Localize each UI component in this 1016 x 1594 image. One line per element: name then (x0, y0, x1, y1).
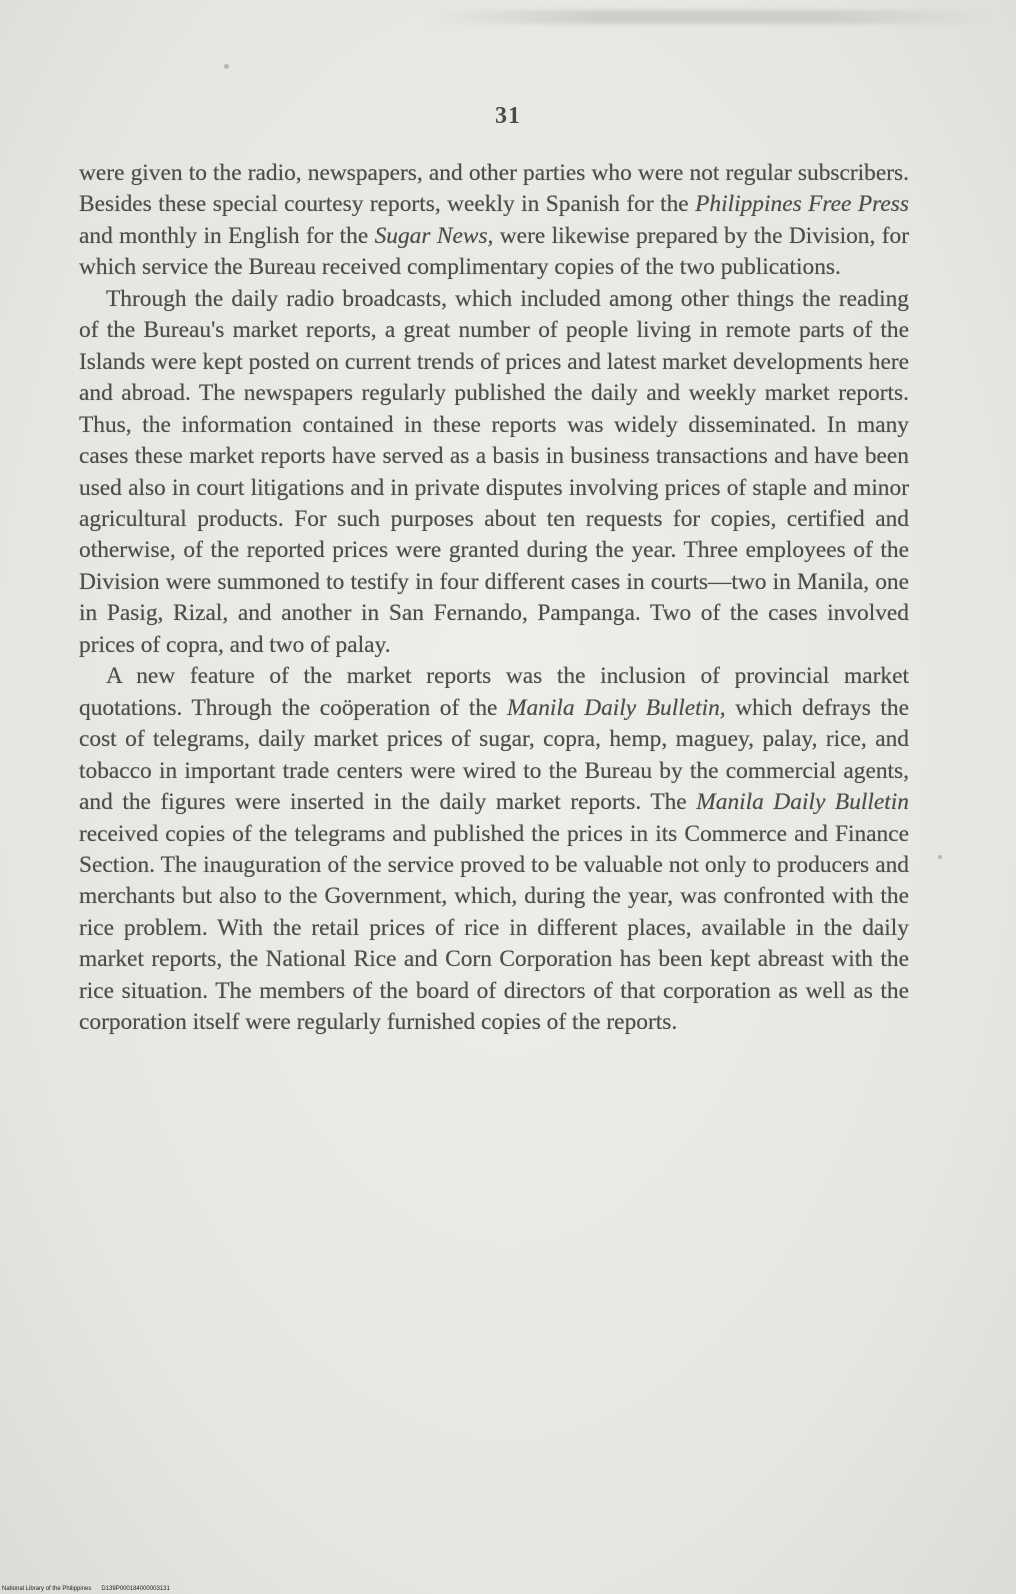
paragraph-3 (79, 661, 909, 1038)
publication-title: Sugar News, (374, 222, 494, 249)
scan-speck (938, 855, 942, 859)
paragraph-2 (79, 284, 909, 661)
scan-speck (224, 64, 229, 69)
text-run: which defrays the cost of telegrams, daily market prices of sugar, copra, hemp, maguey, palay, rice, and tobacco in important trade centers were wired to the Bureau by the commercial agents, and the figures were inserted in the daily market reports. The (79, 694, 909, 816)
scan-code: D139P000184000003131 (101, 1586, 170, 1592)
body-text (79, 158, 909, 1039)
publication-title: Manila Daily Bulletin (696, 789, 909, 816)
paragraph-1 (79, 158, 909, 284)
publication-title: Manila Daily Bulletin, (507, 694, 726, 721)
text-run: A new feature of the market reports was the inclusion of provincial market quotations. Through the coöperation of the (79, 663, 909, 721)
publication-title: Philippines Free Press (695, 191, 909, 218)
text-run: received copies of the telegrams and published the prices in its Commerce and Finance Section. The inauguration of the service proved to be valuable not only to producers and merchants but also to the Government, which, during the year, was confronted with the rice problem. With the retail prices of rice in different places, available in the daily market reports, the National Rice and Corn Corporation has been kept abreast with the rice situation. The members of the board of directors of that corporation as well as the corporation itself were regularly furnished copies of the reports. (79, 820, 909, 1036)
scan-edge-artifact (430, 10, 990, 24)
text-run: Through the daily radio broadcasts, which included among other things the reading of the Bureau's market reports, a great number of people living in remote parts of the Islands were kept posted on current trends of prices and latest market developments here and abroad. The newspapers regularly published the daily and weekly market reports. Thus, the information contained in these reports was widely disseminated. In many cases these market reports have served as a basis in business transactions and have been used also in court litigations and in private disputes involving prices of staple and minor agricultural products. For such purposes about ten requests for copies, certified and otherwise, of the reported prices were granted during the year. Three employees of the Division were summoned to testify in four different cases in courts—two in Manila, one in Pasig, Rizal, and another in San Fernando, Pampanga. Two of the cases involved prices of copra, and two of palay. (79, 285, 909, 658)
text-run: and monthly in English for the (79, 222, 375, 249)
scan-footer (2, 1586, 170, 1592)
page-number: 31 (495, 103, 521, 129)
library-credit: National Library of the Philippines (2, 1586, 92, 1592)
text-run: were likewise prepared by the Division, for which service the Bureau received complimentary copies of the two publications. (79, 222, 909, 281)
text-run: were given to the radio, newspapers, and other parties who were not regular subscribers. Besides these special courtesy reports, weekly in Spanish for the (79, 160, 909, 218)
